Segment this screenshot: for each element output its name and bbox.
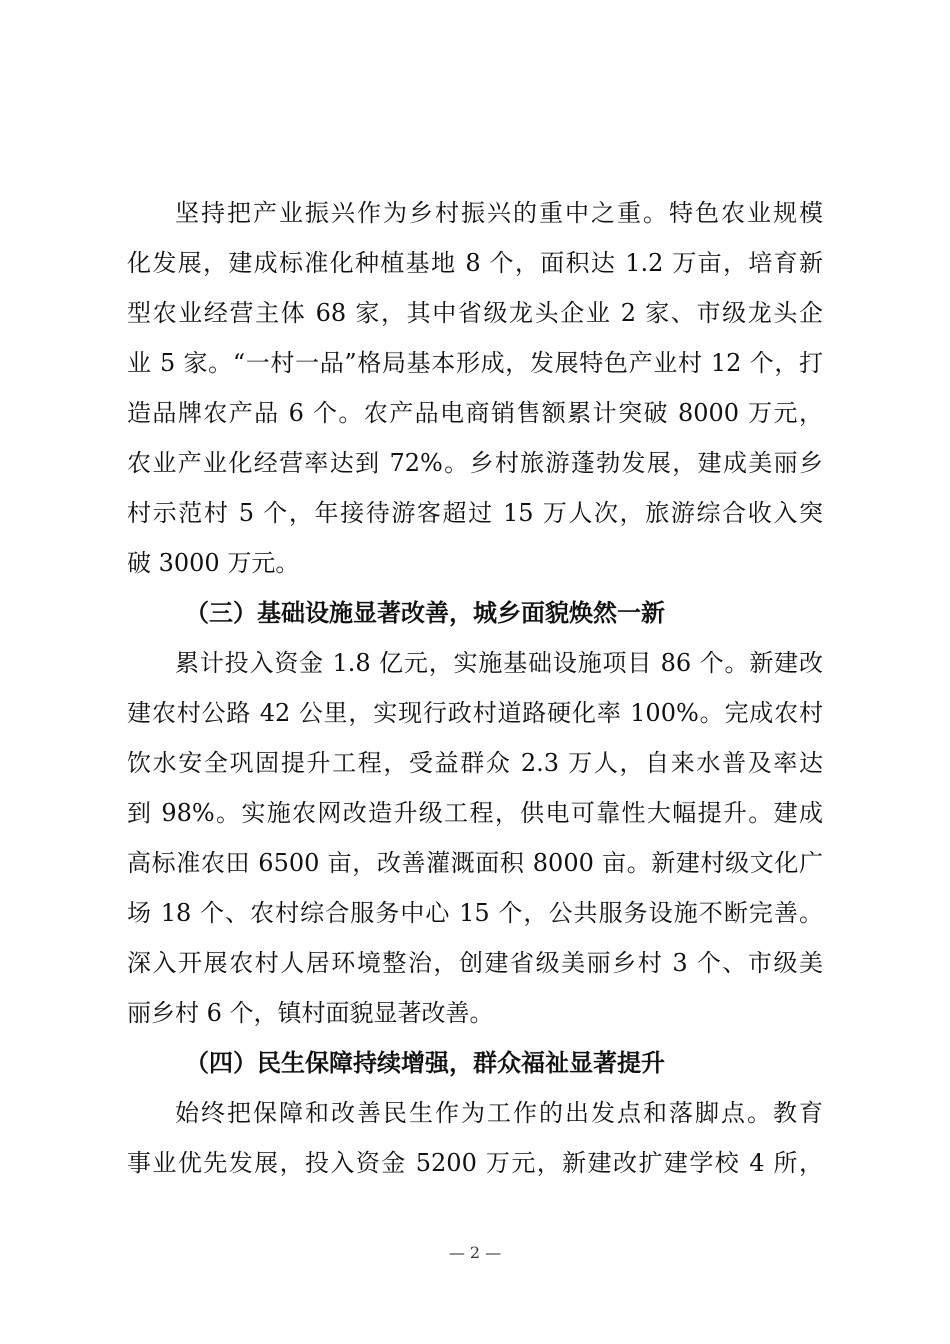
paragraph-line: 深入开展农村人居环境整治，创建省级美丽乡村 3 个、市级美 xyxy=(127,949,823,977)
paragraph-industry xyxy=(127,188,823,588)
paragraph-livelihood xyxy=(127,1088,823,1188)
paragraph-line: 业 5 家。“一村一品”格局基本形成，发展特色产业村 12 个，打 xyxy=(127,349,823,377)
paragraph-line: 始终把保障和改善民生作为工作的出发点和落脚点。教育 xyxy=(175,1099,823,1127)
paragraph-line: 型农业经营主体 68 家，其中省级龙头企业 2 家、市级龙头企 xyxy=(127,299,823,327)
paragraph-line: 累计投入资金 1.8 亿元，实施基础设施项目 86 个。新建改 xyxy=(175,649,823,677)
paragraph-line: 造品牌农产品 6 个。农产品电商销售额累计突破 8000 万元， xyxy=(127,399,823,427)
page-number: — 2 — xyxy=(448,1243,502,1262)
section-heading-livelihood: （四）民生保障持续增强，群众福祉显著提升 xyxy=(185,1049,665,1077)
paragraph-line: 破 3000 万元。 xyxy=(127,549,300,577)
paragraph-line: 坚持把产业振兴作为乡村振兴的重中之重。特色农业规模 xyxy=(175,199,823,227)
paragraph-line: 事业优先发展，投入资金 5200 万元，新建改扩建学校 4 所， xyxy=(127,1149,823,1177)
paragraph-line: 农业产业化经营率达到 72%。乡村旅游蓬勃发展，建成美丽乡 xyxy=(127,449,823,477)
section-heading-infrastructure: （三）基础设施显著改善，城乡面貌焕然一新 xyxy=(185,599,665,627)
paragraph-line: 场 18 个、农村综合服务中心 15 个，公共服务设施不断完善。 xyxy=(127,899,823,927)
paragraph-line: 化发展，建成标准化种植基地 8 个，面积达 1.2 万亩，培育新 xyxy=(127,249,823,277)
document-body xyxy=(127,188,823,1188)
paragraph-line: 丽乡村 6 个，镇村面貌显著改善。 xyxy=(127,999,494,1027)
paragraph-infrastructure xyxy=(127,638,823,1038)
paragraph-line: 建农村公路 42 公里，实现行政村道路硬化率 100%。完成农村 xyxy=(127,699,823,727)
paragraph-line: 到 98%。实施农网改造升级工程，供电可靠性大幅提升。建成 xyxy=(127,799,823,827)
paragraph-line: 村示范村 5 个，年接待游客超过 15 万人次，旅游综合收入突 xyxy=(127,499,823,527)
paragraph-line: 高标准农田 6500 亩，改善灌溉面积 8000 亩。新建村级文化广 xyxy=(127,849,823,877)
paragraph-line: 饮水安全巩固提升工程，受益群众 2.3 万人，自来水普及率达 xyxy=(127,749,823,777)
